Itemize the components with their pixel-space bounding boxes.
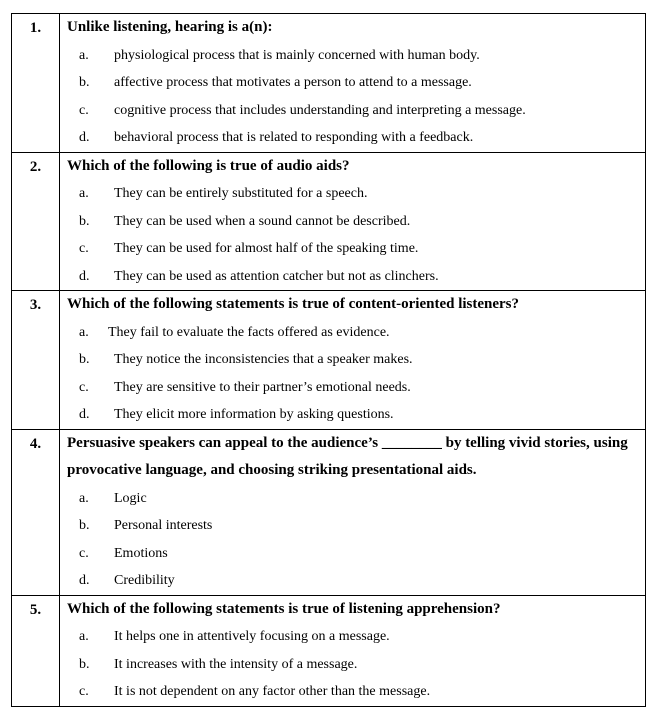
- option-row: [67, 401, 641, 429]
- option-row: [67, 180, 641, 208]
- option-row: [67, 42, 641, 70]
- option-text: They can be used for almost half of the speaking time.: [114, 241, 419, 256]
- option-row: [67, 651, 641, 679]
- question-text: Which of the following statements is true of listening apprehension?: [67, 600, 501, 617]
- question-row: [12, 291, 646, 430]
- option-letter: c.: [79, 545, 89, 561]
- option-letter: c.: [79, 379, 89, 395]
- question-text: Which of the following is true of audio aids?: [67, 157, 350, 174]
- question-body: [60, 14, 646, 153]
- option-text: They can be entirely substituted for a speech.: [114, 186, 368, 201]
- option-row: [67, 540, 641, 568]
- option-letter: b.: [79, 352, 90, 367]
- option-text: They elicit more information by asking questions.: [114, 407, 394, 422]
- option-letter: b.: [79, 213, 90, 229]
- question-number: 1.: [12, 14, 60, 153]
- option-text: They can be used when a sound cannot be described.: [114, 213, 411, 229]
- question-body: [60, 291, 646, 430]
- question-row: [12, 429, 646, 595]
- option-letter: a.: [79, 629, 89, 644]
- question-number: 3.: [12, 291, 60, 430]
- option-letter: d.: [79, 573, 90, 588]
- option-letter: a.: [79, 324, 89, 340]
- option-row: [67, 567, 641, 595]
- question-text: Unlike listening, hearing is a(n):: [67, 19, 273, 35]
- option-letter: c.: [79, 684, 89, 699]
- option-letter: a.: [79, 47, 89, 63]
- option-letter: d.: [79, 407, 90, 422]
- question-row: [12, 152, 646, 291]
- question-body: [60, 429, 646, 595]
- option-text: It increases with the intensity of a message.: [114, 656, 358, 672]
- option-text: They are sensitive to their partner’s emotional needs.: [114, 379, 411, 395]
- option-row: [67, 346, 641, 374]
- option-text: Logic: [114, 490, 147, 506]
- option-text: Personal interests: [114, 518, 213, 533]
- option-row: [67, 319, 641, 347]
- option-text: It helps one in attentively focusing on a message.: [114, 629, 390, 644]
- option-text: They fail to evaluate the facts offered as evidence.: [108, 324, 390, 340]
- option-letter: c.: [79, 241, 89, 256]
- question-body: [60, 595, 646, 706]
- option-letter: a.: [79, 490, 89, 506]
- option-letter: a.: [79, 186, 89, 201]
- option-text: They notice the inconsistencies that a speaker makes.: [114, 352, 413, 367]
- question-row: [12, 14, 646, 153]
- option-row: [67, 678, 641, 706]
- option-row: [67, 69, 641, 97]
- option-row: [67, 374, 641, 402]
- option-text: behavioral process that is related to responding with a feedback.: [114, 130, 474, 145]
- option-letter: d.: [79, 130, 90, 145]
- option-row: [67, 97, 641, 125]
- option-text: physiological process that is mainly concerned with human body.: [114, 47, 480, 63]
- option-row: [67, 263, 641, 291]
- option-text: Emotions: [114, 545, 168, 561]
- option-row: [67, 485, 641, 513]
- option-row: [67, 623, 641, 651]
- option-row: [67, 512, 641, 540]
- question-number: 4.: [12, 429, 60, 595]
- option-text: affective process that motivates a person to attend to a message.: [114, 75, 472, 90]
- option-row: [67, 124, 641, 152]
- option-letter: b.: [79, 75, 90, 90]
- question-text: Persuasive speakers can appeal to the audience’s ________ by telling vivid stories, using provocative language, and choosing striking presentational aids.: [67, 434, 628, 478]
- question-number: 2.: [12, 152, 60, 291]
- option-letter: c.: [79, 102, 89, 118]
- question-row: [12, 595, 646, 706]
- option-text: They can be used as attention catcher but not as clinchers.: [114, 268, 439, 284]
- option-letter: b.: [79, 518, 90, 533]
- option-text: Credibility: [114, 573, 175, 588]
- option-row: [67, 208, 641, 236]
- option-letter: d.: [79, 268, 90, 284]
- option-letter: b.: [79, 656, 90, 672]
- question-number: 5.: [12, 595, 60, 706]
- option-row: [67, 235, 641, 263]
- quiz-table: [11, 13, 646, 707]
- question-text: Which of the following statements is true of content-oriented listeners?: [67, 296, 520, 312]
- option-text: It is not dependent on any factor other than the message.: [114, 684, 431, 699]
- option-text: cognitive process that includes understanding and interpreting a message.: [114, 102, 526, 118]
- question-body: [60, 152, 646, 291]
